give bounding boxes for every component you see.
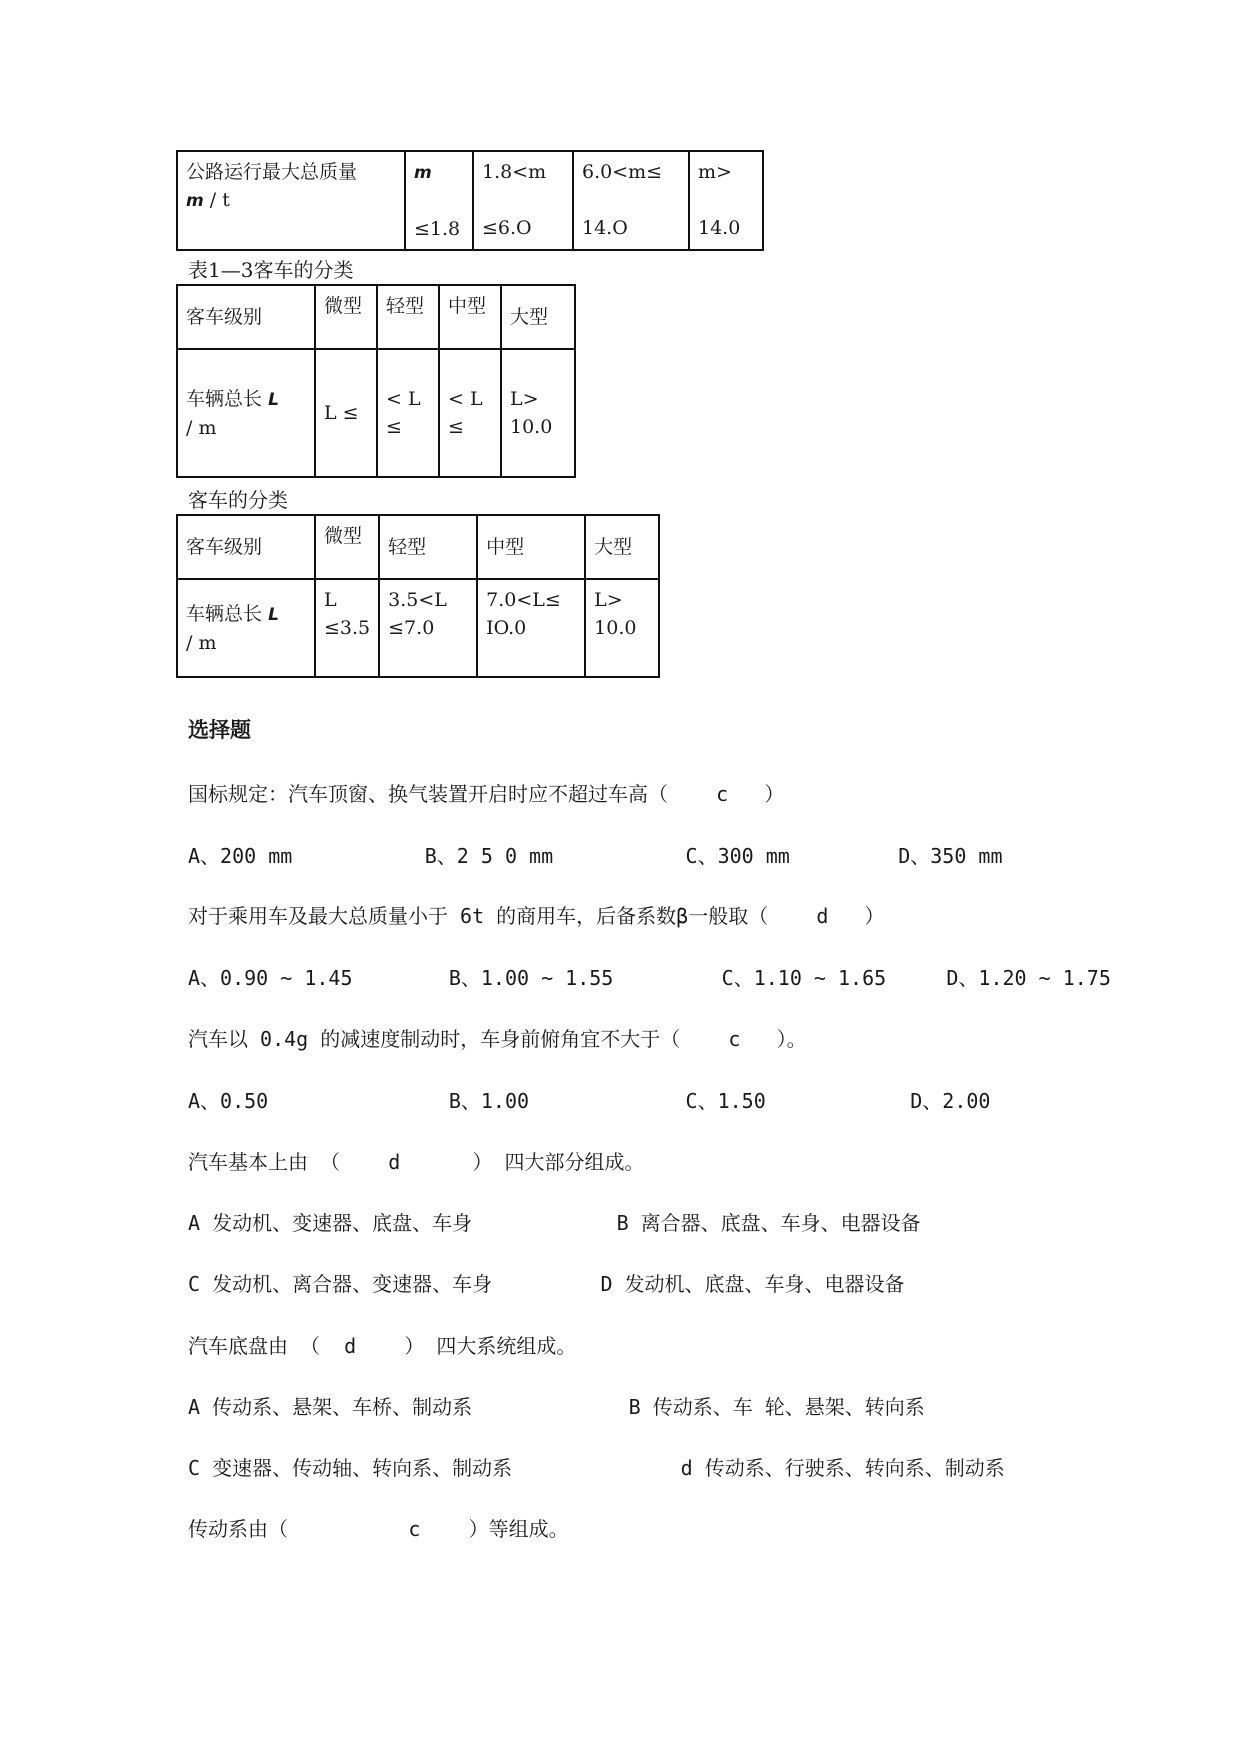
mass-unit: / t <box>209 189 230 211</box>
mass-cell-bottom: ≤1.8 <box>414 218 461 240</box>
length-label-cell <box>177 349 315 477</box>
section-title: 选择题 <box>188 718 251 742</box>
bus-length-table-2 <box>176 514 660 678</box>
length-cell: L> 10.0 <box>501 349 575 477</box>
header-cell: 大型 <box>501 285 575 349</box>
answer-options-line: A、0.50 B、1.00 C、1.50 D、2.00 <box>188 1089 991 1113</box>
cell-top: 3.5<L <box>388 589 447 611</box>
question-line: 对于乘用车及最大总质量小于 6t 的商用车，后备系数β一般取（ d ） <box>188 904 885 928</box>
mass-symbol: m <box>186 191 204 211</box>
cell-bottom: ≤3.5 <box>324 617 371 639</box>
header-cell: 客车级别 <box>177 515 315 579</box>
question-line: 汽车底盘由 （ d ） 四大系统组成。 <box>188 1334 577 1358</box>
mass-cell-top: m> <box>698 161 732 183</box>
answer-options-line: A、0.90 ~ 1.45 B、1.00 ~ 1.55 C、1.10 ~ 1.65 D、1.20 ~ 1.75 <box>188 966 1111 990</box>
answer-options-line: A 发动机、变速器、底盘、车身 B 离合器、底盘、车身、电器设备 <box>188 1211 921 1235</box>
mass-cell-bottom: 14.0 <box>698 217 741 239</box>
mass-cell-3 <box>573 151 689 250</box>
bus-length-table-1 <box>176 284 576 478</box>
cell-top: 7.0<L≤ <box>486 589 561 611</box>
length-cell <box>477 579 585 677</box>
header-cell: 微型 <box>315 515 379 579</box>
length-cell <box>315 579 379 677</box>
length-cell: < L ≤ <box>439 349 501 477</box>
mass-cell-4 <box>689 151 763 250</box>
cell-bottom: IO.0 <box>486 617 527 639</box>
length-unit: / m <box>186 416 217 439</box>
length-label-text: 车辆总长 <box>186 602 263 625</box>
mass-label-cell <box>177 151 405 250</box>
cell-top: L <box>324 589 337 611</box>
table2-caption: 表1—3客车的分类 <box>188 258 354 282</box>
mass-class-table <box>176 150 764 251</box>
answer-options-line: A 传动系、悬架、车桥、制动系 B 传动系、车 轮、悬架、转向系 <box>188 1395 925 1419</box>
length-symbol: L <box>268 389 279 410</box>
mass-cell-1 <box>405 151 473 250</box>
mass-cell-bottom: 14.O <box>582 217 628 239</box>
length-unit: / m <box>186 631 217 654</box>
header-cell: 中型 <box>477 515 585 579</box>
cell-bottom: ≤7.0 <box>388 617 435 639</box>
length-cell: < L ≤ <box>377 349 439 477</box>
question-line: 汽车基本上由 （ d ） 四大部分组成。 <box>188 1150 645 1174</box>
question-line: 汽车以 0.4g 的减速度制动时，车身前俯角宜不大于（ c ）。 <box>188 1027 807 1051</box>
answer-options-line: C 变速器、传动轴、转向系、制动系 d 传动系、行驶系、转向系、制动系 <box>188 1456 1005 1480</box>
cell-bottom: 10.0 <box>594 617 637 639</box>
length-cell: L ≤ <box>315 349 377 477</box>
header-cell: 客车级别 <box>177 285 315 349</box>
answer-options-line: A、200 mm B、2 5 0 mm C、300 mm D、350 mm <box>188 844 1003 868</box>
length-label-cell <box>177 579 315 677</box>
table3-caption: 客车的分类 <box>188 488 288 512</box>
question-line: 传动系由（ c ）等组成。 <box>188 1517 569 1541</box>
header-cell: 中型 <box>439 285 501 349</box>
length-label-text: 车辆总长 <box>186 387 263 410</box>
length-cell <box>585 579 659 677</box>
mass-cell-bottom: ≤6.O <box>482 217 532 239</box>
header-cell: 轻型 <box>377 285 439 349</box>
mass-cell-top: m <box>414 163 432 183</box>
question-line: 国标规定：汽车顶窗、换气装置开启时应不超过车高（ c ） <box>188 782 785 806</box>
cell-top: L> <box>594 589 623 611</box>
header-cell: 轻型 <box>379 515 477 579</box>
header-cell: 大型 <box>585 515 659 579</box>
mass-label-text: 公路运行最大总质量 <box>186 161 358 183</box>
length-cell <box>379 579 477 677</box>
mass-cell-2 <box>473 151 573 250</box>
answer-options-line: C 发动机、离合器、变速器、车身 D 发动机、底盘、车身、电器设备 <box>188 1272 905 1296</box>
mass-cell-top: 6.0<m≤ <box>582 161 663 183</box>
header-cell: 微型 <box>315 285 377 349</box>
mass-cell-top: 1.8<m <box>482 161 547 183</box>
length-symbol: L <box>268 604 279 625</box>
